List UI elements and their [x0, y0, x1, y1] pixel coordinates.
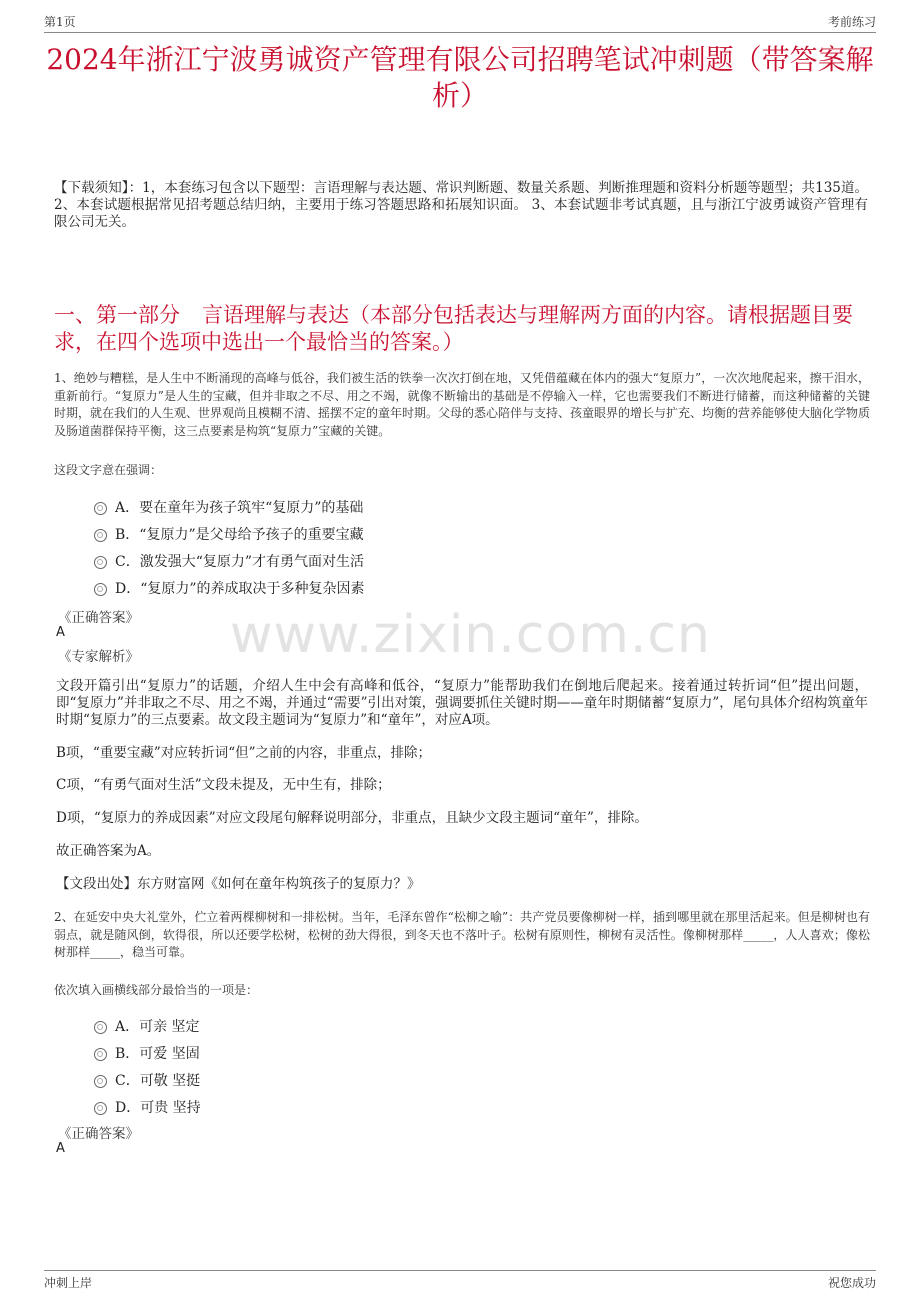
question-2-option-b[interactable]: [94, 1043, 200, 1063]
question-1-answer: A: [56, 625, 65, 640]
analysis-paragraph: 故正确答案为A。: [56, 843, 161, 859]
radio-icon[interactable]: [94, 1021, 107, 1034]
download-notice: 【下载须知】：1，本套练习包含以下题型：言语理解与表达题、常识判断题、数量关系题、判断推理题和资料分析题等题型；共135道。 2、本套试题根据常见招考题总结归纳，主要用于练习答题思路和拓展知识面。 3、本套试题非考试真题，且与浙江宁波勇诚资产管理有限公司无关。: [54, 180, 868, 230]
option-label: D．可贵 坚持: [115, 1100, 201, 1116]
radio-icon[interactable]: [94, 529, 107, 542]
analysis-paragraph: C项，“有勇气面对生活”文段未提及，无中生有，排除；: [56, 777, 391, 793]
radio-icon[interactable]: [94, 583, 107, 596]
radio-icon[interactable]: [94, 1102, 107, 1115]
analysis-paragraph: B项，“重要宝藏”对应转折词“但”之前的内容，非重点，排除；: [56, 745, 432, 761]
radio-icon[interactable]: [94, 1075, 107, 1088]
analysis-paragraph: D项，“复原力的养成因素”对应文段尾句解释说明部分，非重点，且缺少文段主题词“童年”，排除。: [56, 810, 648, 826]
document-title: 2024年浙江宁波勇诚资产管理有限公司招聘笔试冲刺题（带答案解析）: [46, 43, 874, 112]
question-1-option-b[interactable]: [94, 524, 364, 544]
radio-icon[interactable]: [94, 502, 107, 515]
question-1-prompt: 这段文字意在强调：: [54, 463, 163, 477]
option-label: C．可敬 坚挺: [115, 1073, 201, 1089]
page-header: [44, 10, 876, 33]
question-2-option-a[interactable]: [94, 1016, 200, 1036]
question-1-option-c[interactable]: [94, 551, 364, 571]
section-heading: [54, 302, 868, 356]
question-1-analysis-label: 《专家解析》: [58, 649, 139, 665]
option-label: B．“复原力”是父母给予孩子的重要宝藏: [115, 527, 364, 543]
question-2-option-d[interactable]: [94, 1097, 201, 1117]
page-number: 第1页: [44, 15, 76, 29]
option-label: A．可亲 坚定: [115, 1019, 200, 1035]
footer-left-label: 冲刺上岸: [44, 1276, 93, 1290]
question-2-text: 2、在延安中央大礼堂外，伫立着两棵柳树和一排松树。当年，毛泽东曾作“松柳之喻”：共产党员要像柳树一样，插到哪里就在那里活起来。但是柳树也有弱点，就是随风倒，软得很，所以还要学松树，松树的劲大得很，到冬天也不落叶子。松树有原则性，柳树有灵活性。像柳树那样_____，人人喜欢；像松树那样_____，稳当可靠。: [54, 910, 870, 959]
question-2-answer-label: 《正确答案》: [58, 1126, 139, 1142]
section-description: 言语理解与表达（本部分包括表达与理解两方面的内容。请根据题目要求，在四个选项中选出一个最恰当的答案。）: [54, 303, 853, 354]
question-2-option-c[interactable]: [94, 1070, 200, 1090]
question-1-option-a[interactable]: [94, 497, 363, 517]
footer-right-label: 祝您成功: [827, 1276, 876, 1290]
section-part: 一、第一部分: [54, 303, 180, 327]
question-1-option-d[interactable]: [94, 578, 365, 598]
question-1-text: 1、绝妙与糟糕，是人生中不断涌现的高峰与低谷，我们被生活的铁拳一次次打倒在地，又凭借蕴藏在体内的强大“复原力”，一次次地爬起来，擦干泪水，重新前行。“复原力”是人生的宝藏，但并非取之不尽、用之不竭，就像不断输出的基础是不停输入一样，它也需要我们不断进行储蓄，而这种储蓄的关键时期，就在我们的人生观、世界观尚且模糊不清、摇摆不定的童年时期。父母的悉心陪伴与支持、孩童眼界的增长与扩充、均衡的营养能够使大脑化学物质及肠道菌群保持平衡，这三点要素是构筑“复原力”宝藏的关键。: [54, 371, 871, 438]
option-label: C．激发强大“复原力”才有勇气面对生活: [115, 554, 365, 570]
radio-icon[interactable]: [94, 1048, 107, 1061]
page-footer: [44, 1270, 876, 1290]
radio-icon[interactable]: [94, 556, 107, 569]
question-1-answer-label: 《正确答案》: [58, 610, 139, 626]
option-label: D．“复原力”的养成取决于多种复杂因素: [115, 581, 365, 597]
option-label: B．可爱 坚固: [115, 1046, 200, 1062]
watermark: www.zixin.com.cn: [230, 605, 711, 665]
option-label: A．要在童年为孩子筑牢“复原力”的基础: [115, 500, 364, 516]
question-2-prompt: 依次填入画横线部分最恰当的一项是：: [54, 983, 259, 997]
header-right-label: 考前练习: [827, 15, 876, 29]
analysis-paragraph: 文段开篇引出“复原力”的话题，介绍人生中会有高峰和低谷，“复原力”能帮助我们在倒地后爬起来。接着通过转折词“但”提出问题，即“复原力”并非取之不尽、用之不竭，并通过“需要”引出对策，强调要抓住关键时期——童年时期储蓄“复原力”，尾句具体介绍构筑童年时期“复原力”的三点要素。故文段主题词为“复原力”和“童年”，对应A项。: [56, 678, 868, 728]
analysis-source: 【文段出处】东方财富网《如何在童年构筑孩子的复原力？》: [56, 876, 421, 892]
question-2-answer: A: [56, 1141, 65, 1156]
